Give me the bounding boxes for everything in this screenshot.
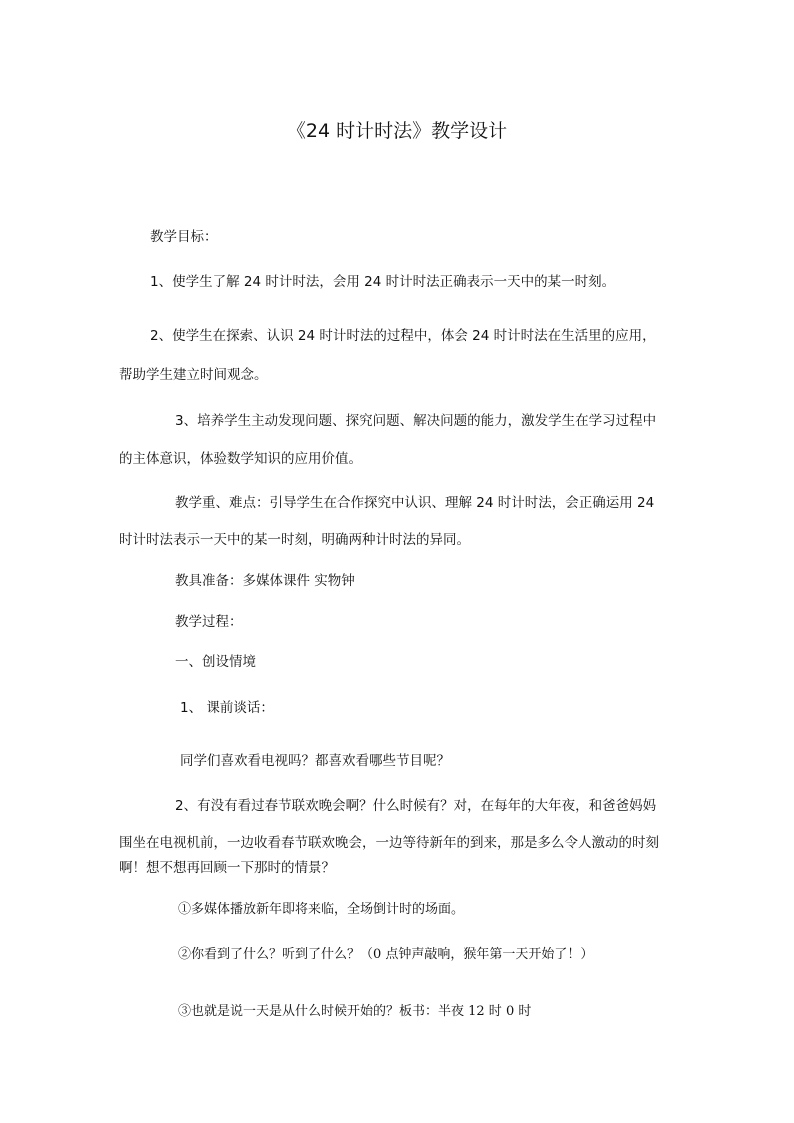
- teaching-process-heading: 教学过程：: [175, 614, 243, 630]
- goal-3-line-1: 3、培养学生主动发现问题、探究问题、解决问题的能力，激发学生在学习过程中: [175, 413, 657, 429]
- item-1-heading: 1、 课前谈话：: [180, 700, 274, 716]
- step-1: ①多媒体播放新年即将来临，全场倒计时的场面。: [178, 902, 465, 917]
- step-3: ③也就是说一天是从什么时候开始的？板书：半夜 12 时 0 时: [178, 1004, 532, 1019]
- goal-2-line-2: 帮助学生建立时间观念。: [119, 367, 268, 383]
- teaching-tools: 教具准备：多媒体课件 实物钟: [175, 573, 355, 589]
- key-points-line-1: 教学重、难点：引导学生在合作探究中认识、理解 24 时计时法，会正确运用 24: [175, 495, 655, 511]
- item-2-line-2: 围坐在电视机前，一边收看春节联欢晚会，一边等待新年的到来，那是多么令人激动的时刻: [119, 835, 659, 851]
- key-points-line-2: 时计时法表示一天中的某一时刻，明确两种计时法的异同。: [119, 532, 470, 548]
- goal-1: 1、使学生了解 24 时计时法，会用 24 时计时法正确表示一天中的某一时刻。: [150, 274, 616, 290]
- goals-heading: 教学目标：: [150, 229, 218, 245]
- goal-2-line-1: 2、使学生在探索、认识 24 时计时法的过程中，体会 24 时计时法在生活里的应用，: [150, 328, 656, 344]
- section-1-heading: 一、创设情境: [175, 654, 256, 670]
- document-title: 《24 时计时法》教学设计: [286, 120, 508, 142]
- item-2-line-3: 啊！想不想再回顾一下那时的情景？: [119, 860, 335, 876]
- question-1: 同学们喜欢看电视吗？都喜欢看哪些节目呢？: [180, 753, 450, 769]
- item-2-line-1: 2、有没有看过春节联欢晚会啊？什么时候有？对，在每年的大年夜，和爸爸妈妈: [175, 798, 657, 814]
- goal-3-line-2: 的主体意识，体验数学知识的应用价值。: [119, 451, 362, 467]
- step-2: ②你看到了什么？听到了什么？（0 点钟声敲响，猴年第一天开始了！）: [178, 947, 594, 962]
